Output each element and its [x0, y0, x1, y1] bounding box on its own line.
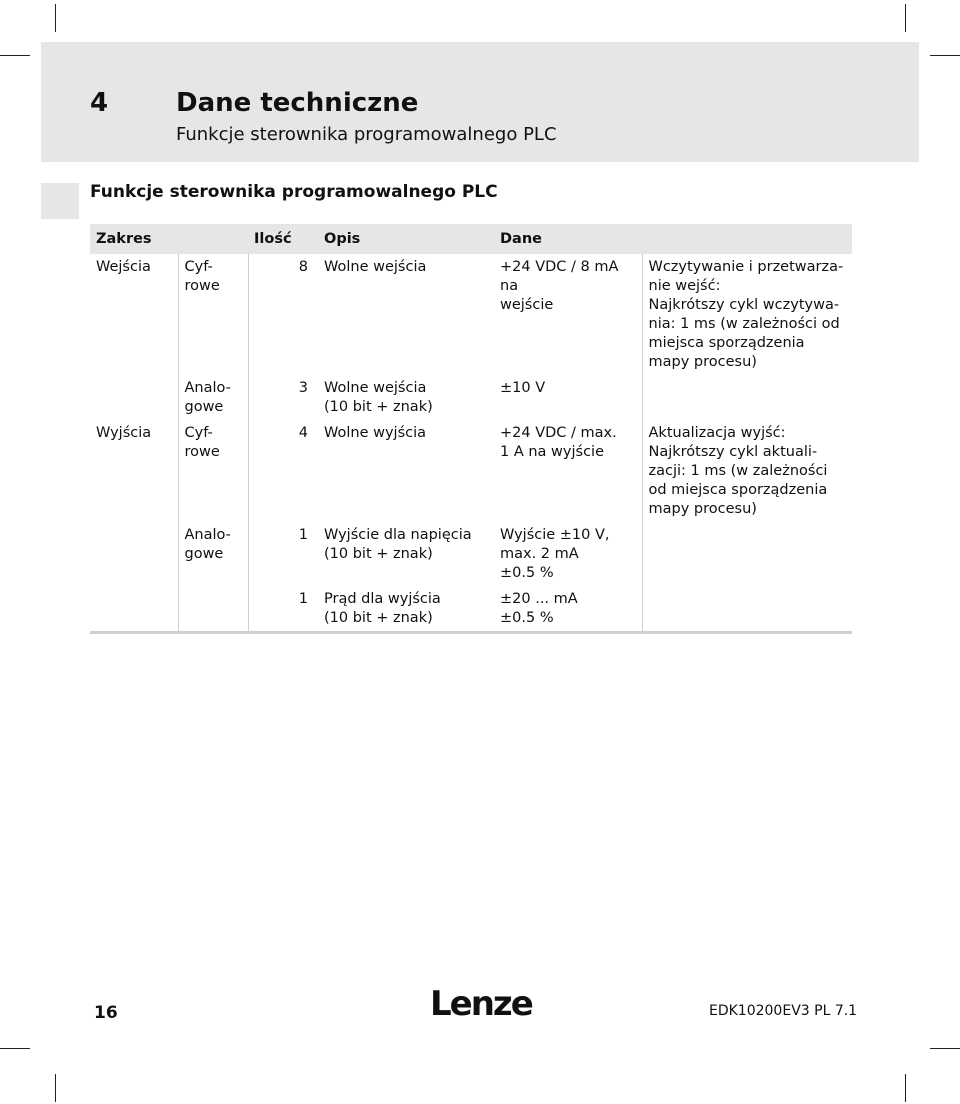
section-marker	[41, 183, 79, 219]
cell-dane: +24 VDC / max. 1 A na wyjście	[494, 420, 642, 522]
cell-ilosc: 4	[298, 425, 308, 441]
cell-typ: Analo- gowe	[178, 522, 248, 586]
cell-opis: Prąd dla wyjścia (10 bit + znak)	[318, 586, 494, 633]
header-blank	[642, 224, 852, 254]
plc-functions-table	[90, 224, 852, 634]
crop-mark	[55, 1074, 56, 1102]
cell-uwagi	[642, 375, 852, 420]
table-row	[90, 254, 852, 375]
header-opis: Opis	[318, 224, 494, 254]
cell-ilosc: 3	[298, 380, 308, 396]
page-number: 16	[94, 1003, 118, 1023]
chapter-title: Dane techniczne	[176, 88, 419, 118]
cell-dane: ±20 ... mA ±0.5 %	[494, 586, 642, 633]
crop-mark	[905, 4, 906, 32]
crop-mark	[930, 1048, 960, 1049]
header-dane: Dane	[494, 224, 642, 254]
document-code: EDK10200EV3 PL 7.1	[709, 1003, 858, 1019]
cell-ilosc: 1	[298, 527, 308, 543]
header-ilosc: Ilość	[248, 224, 318, 254]
cell-opis: Wolne wejścia	[324, 259, 427, 275]
cell-typ: Cyf- rowe	[178, 420, 248, 522]
cell-zakres	[90, 586, 178, 633]
cell-opis: Wyjście dla napięcia (10 bit + znak)	[324, 527, 472, 562]
cell-ilosc: 1	[248, 586, 318, 633]
section-title: Funkcje sterownika programowalnego PLC	[90, 182, 498, 202]
table-row	[90, 522, 852, 586]
chapter-subtitle: Funkcje sterownika programowalnego PLC	[176, 124, 557, 145]
cell-zakres: Wyjścia	[90, 420, 178, 522]
crop-mark	[0, 55, 30, 56]
table-row	[90, 375, 852, 420]
cell-typ	[178, 586, 248, 633]
cell-opis: Wolne wejścia (10 bit + znak)	[324, 380, 433, 415]
table-row	[90, 420, 852, 522]
cell-uwagi	[642, 586, 852, 633]
header-zakres: Zakres	[90, 224, 178, 254]
table-row	[90, 586, 852, 633]
cell-uwagi: Wczytywanie i przetwarza- nie wejść: Najkrótszy cykl wczytywa- nia: 1 ms (w zależności od miejsca sporządzenia mapy procesu)	[648, 259, 844, 370]
cell-ilosc: 8	[298, 259, 308, 275]
cell-dane: Wyjście ±10 V, max. 2 mA ±0.5 %	[494, 522, 642, 586]
cell-opis: Wolne wyjścia	[324, 425, 427, 441]
cell-dane: ±10 V	[494, 375, 642, 420]
cell-typ: Analo- gowe	[178, 375, 248, 420]
crop-mark	[0, 1048, 30, 1049]
lenze-logo: Lenze	[430, 984, 532, 1024]
cell-typ: Cyf- rowe	[178, 254, 248, 375]
cell-uwagi: Aktualizacja wyjść: Najkrótszy cykl aktuali- zacji: 1 ms (w zależności od miejsca sporządzenia mapy procesu)	[648, 425, 828, 517]
cell-dane: +24 VDC / 8 mA na wejście	[494, 254, 642, 375]
header-blank	[178, 224, 248, 254]
crop-mark	[55, 4, 56, 32]
cell-zakres: Wejścia	[90, 254, 178, 375]
crop-mark	[905, 1074, 906, 1102]
cell-zakres	[90, 375, 178, 420]
chapter-number: 4	[90, 88, 109, 118]
cell-zakres	[90, 522, 178, 586]
crop-mark	[930, 55, 960, 56]
cell-uwagi	[642, 522, 852, 586]
table-header-row	[90, 224, 852, 254]
